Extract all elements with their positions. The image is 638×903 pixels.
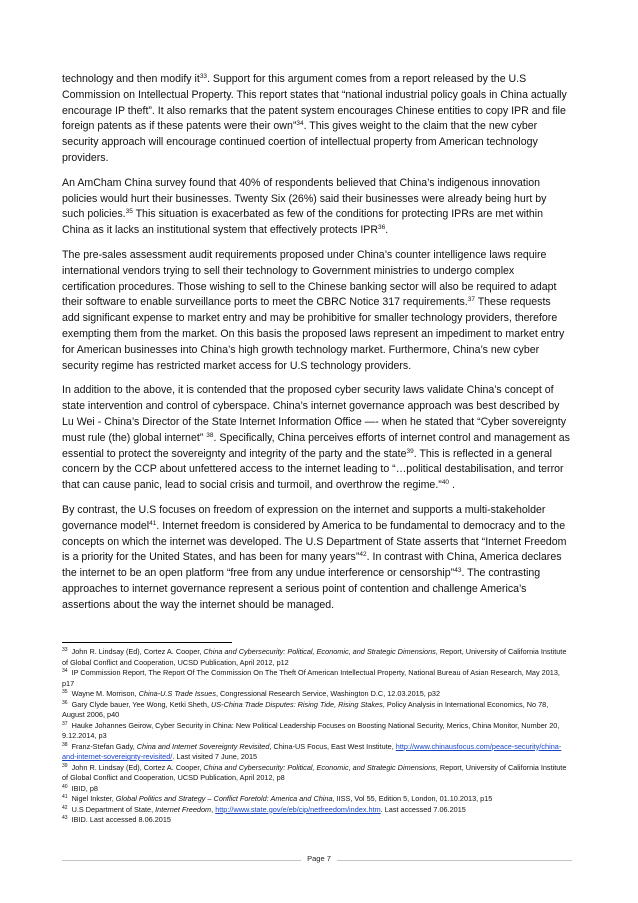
paragraph <box>62 383 570 494</box>
footnote <box>62 689 572 700</box>
footnote-ref[interactable]: 34 <box>296 120 304 128</box>
footnote-number: 38 <box>62 741 68 748</box>
footnote-text: , <box>211 804 216 814</box>
text-run: . This is reflected in a general concern by the CCP about unfettered access to the internet leading to “…political destabilisation, and terror that can cause panic, lead to social crisis and turmoil, and overthrow the regime.” <box>62 447 564 492</box>
citation-title: Internet Freedom <box>155 804 212 814</box>
footnote-number: 39 <box>62 762 68 769</box>
footnote-text: , IISS, Vol 55, Edition 5, London, 01.10.2013, p15 <box>332 794 493 803</box>
footnote-number: 41 <box>62 794 68 800</box>
footnote <box>62 784 572 795</box>
text-run: The pre-sales assessment audit requirements proposed under China’s counter intelligence laws require international vendors trying to sell their technology to Government ministries to undergo complex certification procedures. Those wishing to sell to the Chinese banking sector will also be required to adapt their software to enable surveillance ports to meet the CBRC Notice 317 requirements. <box>62 248 557 309</box>
footnote-ref[interactable]: 43 <box>454 567 462 575</box>
citation-title: China and Internet Sovereignty Revisited <box>136 741 270 751</box>
page-footer <box>0 856 638 872</box>
footnote-text: , China-US Focus, East West Institute, <box>269 741 396 751</box>
footnote-text: . Last visited 7 June, 2015 <box>172 752 258 761</box>
footnote-text: Wayne M. Morrison, <box>69 689 139 698</box>
citation-title: China-U.S Trade Issues <box>138 689 216 698</box>
footnote <box>62 805 572 816</box>
footnote-ref[interactable]: 40 <box>441 479 450 487</box>
footnote-text: , Report, University of California Institute of Global Conflict and Cooperation, UCSD Publication, April 2012, p12 <box>62 647 567 667</box>
footnote <box>62 700 572 721</box>
footnote-ref[interactable]: 36 <box>378 224 386 232</box>
footnote-number: 40 <box>62 783 68 790</box>
paragraph <box>62 503 570 614</box>
footnote <box>62 794 572 805</box>
footnote-ref[interactable]: 41 <box>149 519 157 527</box>
footnote-text: John R. Lindsay (Ed), Cortez A. Cooper, <box>69 647 204 656</box>
paragraph <box>62 248 570 374</box>
footnote-text: IP Commission Report, The Report Of The Commission On The Theft Of American Intellectual Property, National Bureau of Asian Research, May 2013, p17 <box>62 668 560 688</box>
footnote <box>62 815 572 826</box>
footnote-number: 42 <box>62 804 68 811</box>
footnote <box>62 721 572 742</box>
page-number: Page 7 <box>301 854 337 863</box>
text-run: In addition to the above, it is contended that the proposed cyber security laws validate China’s concept of state intervention and control of cyberspace. China’s internet governance approach was best described by Lu Wei - China’s Director of the State Internet Information Office —- when he stated that “Cyber sovereignty must rule (the) global internet” <box>62 384 567 444</box>
footnote-number: 34 <box>62 668 68 674</box>
citation-title: Global Politics and Strategy – Conflict Foretold: America and China <box>115 794 333 803</box>
footnote-ref[interactable]: 35 <box>125 208 133 216</box>
footnote-text: IBID. Last accessed 8.06.2015 <box>69 815 171 824</box>
footnote <box>62 647 572 668</box>
footnote-text: IBID, p8 <box>69 783 98 793</box>
footnote <box>62 668 572 689</box>
footnote-number: 37 <box>62 720 68 727</box>
footnote-text: John R. Lindsay (Ed), Cortez A. Cooper, <box>69 762 204 772</box>
text-run: . The contrasting approaches to internet governance represent a serious point of contention and challenge America’s assertions about the way the internet should be managed. <box>62 567 541 611</box>
footnote-number: 36 <box>62 699 68 706</box>
text-run: . <box>385 224 389 237</box>
text-run: This situation is exacerbated as few of the conditions for protecting IPRs are met within China as it lacks an institutional system that effectively protects IPR <box>62 208 544 237</box>
footnote-text: . Last accessed 7.06.2015 <box>380 804 466 814</box>
footnote-ref[interactable]: 33 <box>199 73 208 80</box>
footnote-number: 33 <box>62 647 68 653</box>
footnote-text: Franz-Stefan Gady, <box>69 741 137 751</box>
footnote-link[interactable]: http://www.state.gov/e/eb/cip/netfreedom/index.htm <box>215 804 381 814</box>
footnote-text: Nigel Inkster, <box>69 794 116 803</box>
footnote-text: Hauke Johannes Geirow, Cyber Security in China: New Political Leadership Focuses on Boosting National Security, Merics, China Monitor, Number 20, 9.12.2014, p3 <box>62 720 560 740</box>
footnote-ref[interactable]: 39 <box>406 447 414 455</box>
footnote-ref[interactable]: 37 <box>467 296 475 304</box>
footnote-text: Gary Clyde bauer, Yee Wong, Ketki Sheth, <box>69 699 211 709</box>
footnote-separator <box>62 642 232 643</box>
footnote-ref[interactable]: 38 <box>206 431 214 439</box>
citation-title: US-China Trade Disputes: Rising Tide, Rising Stakes <box>211 699 383 709</box>
footnote-text: U.S Department of State, <box>69 804 156 814</box>
citation-title: China and Cybersecurity: Political, Economic, and Strategic Dimensions <box>203 762 436 772</box>
footnote-text: , Report, University of California Institute of Global Conflict and Cooperation, UCSD Publication, April 2012, p8 <box>62 762 567 782</box>
text-run: . Internet freedom is considered by America to be fundamental to democracy and to the concepts on which the internet was developed. The U.S Department of State asserts that “Internet Freedom is a priority for the United States, and has been for many years” <box>62 519 567 564</box>
body-text <box>62 72 570 623</box>
footnote-number: 35 <box>62 689 68 695</box>
text-run: An AmCham China survey found that 40% of respondents believed that China’s indigenous innovation policies would hurt their businesses. Twenty Six (26%) said their businesses were already being hurt by such policies. <box>62 176 547 221</box>
paragraph <box>62 72 570 167</box>
text-run: These requests add significant expense to market entry and may be prohibitive for smaller technology providers, therefore exempting them from the market. On this basis the proposed laws represent an impediment to market entry for American businesses into China’s high growth technology market. Furthermore, China’s new cyber security regime has restricted market access for U.S technology providers. <box>62 296 565 372</box>
footnote-text: , Policy Analysis in International Economics, No 78, August 2006, p40 <box>62 699 549 719</box>
footnotes <box>62 647 572 826</box>
text-run: . <box>449 479 455 492</box>
footnote-number: 43 <box>62 815 68 821</box>
text-run: . Support for this argument comes from a report released by the U.S Commission on Intellectual Property. This report states that “national industrial policy goals in China actually encourage IP theft”. It also remarks that the patent system encourages Chinese entities to copy IPR and file foreign patents as if these patents were their own” <box>62 73 567 133</box>
footnote-ref[interactable]: 42 <box>359 551 367 559</box>
text-run: . This gives weight to the claim that the new cyber security approach will encourage continued coertion of intellectual property from American technology providers. <box>62 120 538 164</box>
footnote <box>62 763 572 784</box>
citation-title: China and Cybersecurity: Political, Economic, and Strategic Dimensions <box>203 647 436 656</box>
footnote-text: , Congressional Research Service, Washington D.C, 12.03.2015, p32 <box>215 689 440 698</box>
text-run: . Specifically, China perceives efforts of internet control and management as essential to protect the sovereignty and integrity of the party and the state <box>62 431 570 460</box>
paragraph <box>62 176 570 239</box>
text-run: . In contrast with China, America declares the internet to be an open platform “free from any undue interference or censorship” <box>62 551 562 580</box>
footnote <box>62 742 572 763</box>
text-run: By contrast, the U.S focuses on freedom of expression on the internet and supports a multi-stakeholder governance model <box>62 503 546 532</box>
footnote-link[interactable]: http://www.chinausfocus.com/peace-security/china-and-internet-sovereignty-revisited/ <box>62 741 562 761</box>
text-run: technology and then modify it <box>62 73 200 85</box>
